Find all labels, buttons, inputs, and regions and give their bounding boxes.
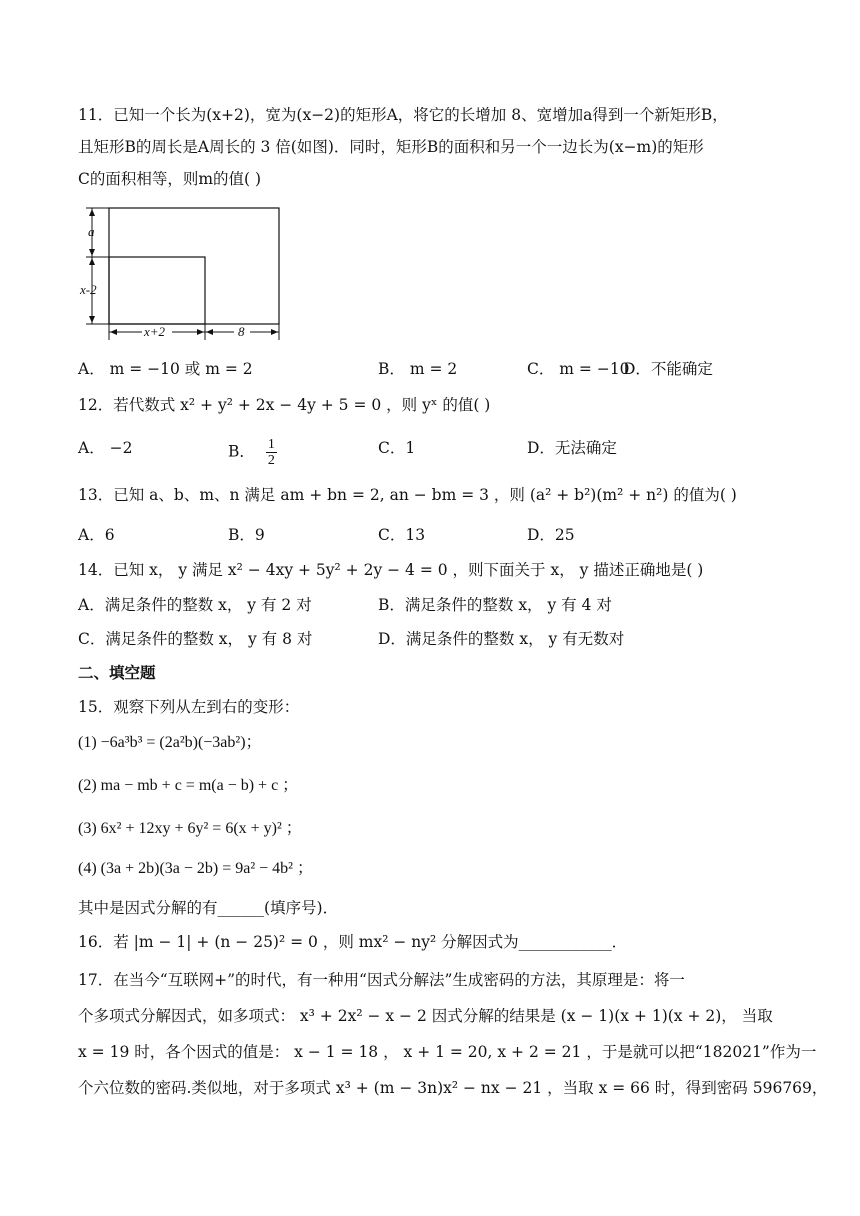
q16-stem: 16．若 |m − 1| + (n − 25)² = 0 ，则 mx² − ny² 分解因式为____________． (78, 933, 628, 951)
q12-option-d: D．无法确定 (527, 439, 617, 457)
rect-b (109, 208, 279, 324)
q11-option-b: B． m = 2 (378, 360, 458, 378)
q11-line-3: C的面积相等，则m的值( ) (78, 170, 262, 188)
q15-item-3: (3) 6x² + 12xy + 6y² = 6(x + y)² ； (78, 820, 302, 837)
q13-option-d: D．25 (527, 526, 575, 544)
q15-stem: 15．观察下列从左到右的变形： (78, 698, 300, 716)
figure-label-a: a (88, 224, 95, 239)
q13-option-a: A．6 (78, 526, 115, 544)
q15-item-2: (2) ma − mb + c = m(a − b) + c ； (78, 777, 299, 794)
fraction-one-half: $\frac{1}{2}$ (267, 437, 275, 468)
q13-option-c: C．13 (378, 526, 426, 544)
q12-option-b: B． $\frac{1}{2}$ (228, 437, 275, 468)
q11-option-a: A． m = −10 或 m = 2 (78, 360, 253, 378)
q12-option-c: C．1 (378, 439, 416, 457)
q14-option-d: D．满足条件的整数 x， y 有无数对 (378, 630, 625, 648)
q17-line-2: 个多项式分解因式，如多项式： x³ + 2x² − x − 2 因式分解的结果是 (x − 1)(x + 1)(x + 2)， 当取 (78, 1007, 773, 1025)
q12-stem: 12．若代数式 x² + y² + 2x − 4y + 5 = 0 ，则 yˣ 的值( ) (78, 396, 491, 414)
q14-option-b: B．满足条件的整数 x， y 有 4 对 (378, 596, 612, 614)
q17-line-4: 个六位数的密码.类似地，对于多项式 x³ + (m − 3n)x² − nx − 21 ，当取 x = 66 时，得到密码 596769， (78, 1079, 828, 1097)
q17-line-3: x = 19 时，各个因式的值是： x − 1 = 18 ， x + 1 = 20, x + 2 = 21 ，于是就可以把“182021”作为一 (78, 1043, 817, 1061)
q15-item-4: (4) (3a + 2b)(3a − 2b) = 9a² − 4b² ； (78, 860, 313, 877)
figure-label-8: 8 (238, 324, 245, 339)
rect-a (109, 257, 205, 324)
q11-option-d: D．不能确定 (623, 360, 713, 378)
q15-tail: 其中是因式分解的有______(填序号)． (78, 899, 339, 917)
q11-rectangle-figure (78, 198, 288, 346)
q11-line-1: 11．已知一个长为(x+2)，宽为(x−2)的矩形A，将它的长增加 8、宽增加a得到一个新矩形B， (78, 106, 728, 124)
q13-option-b: B．9 (228, 526, 265, 544)
figure-label-x-plus-2: x+2 (144, 324, 166, 339)
q11-line-2: 且矩形B的周长是A周长的 3 倍(如图)．同时，矩形B的面积和另一个一边长为(x−m)的矩形 (78, 138, 704, 156)
q14-option-c: C．满足条件的整数 x， y 有 8 对 (78, 630, 313, 648)
q11-option-c: C． m = −10 (527, 360, 630, 378)
q15-item-1: (1) −6a³b³ = (2a²b)(−3ab²)； (78, 734, 262, 751)
q14-stem: 14．已知 x， y 满足 x² − 4xy + 5y² + 2y − 4 = 0 ，则下面关于 x， y 描述正确地是( ) (78, 561, 704, 579)
q12-option-a: A． −2 (78, 439, 133, 457)
q17-line-1: 17．在当今“互联网+”的时代，有一种用“因式分解法”生成密码的方法，其原理是：将一 (78, 971, 685, 989)
section-heading-fill-in: 二、填空题 (78, 663, 156, 682)
q13-stem: 13．已知 a、b、m、n 满足 am + bn = 2, an − bm = 3 ，则 (a² + b²)(m² + n²) 的值为( ) (78, 486, 737, 504)
figure-label-x-minus-2: x-2 (80, 282, 97, 297)
q14-option-a: A．满足条件的整数 x， y 有 2 对 (78, 596, 312, 614)
